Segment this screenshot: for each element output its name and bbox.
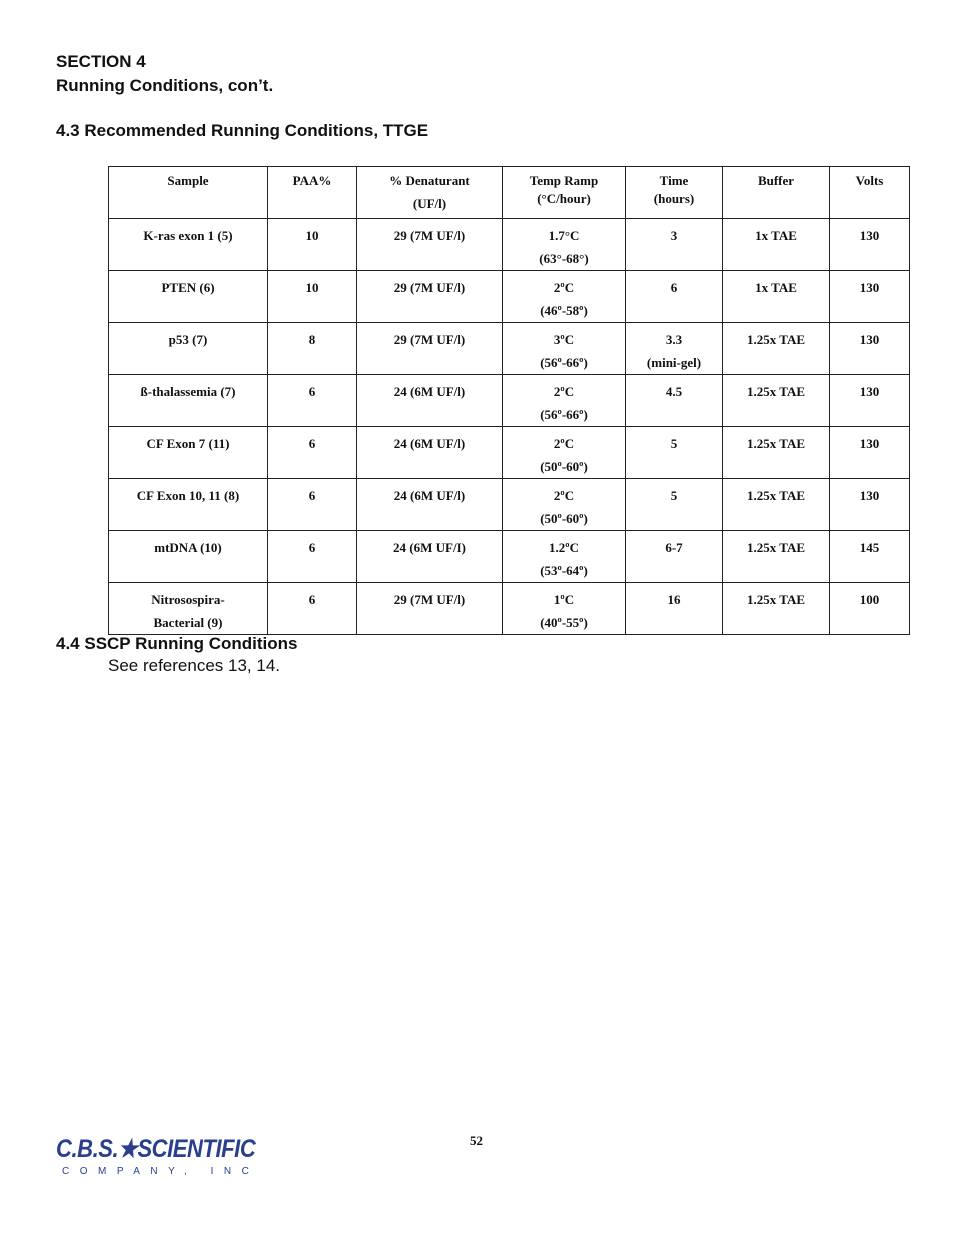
ttge-conditions-table (108, 166, 910, 635)
cell-time: 4.5 (626, 375, 723, 427)
cell-sample: CF Exon 10, 11 (8) (109, 479, 268, 531)
cell-temp: 1.2ºC (53º-64º) (503, 531, 626, 583)
column-header-volts: Volts (830, 167, 910, 219)
cell-sample: CF Exon 7 (11) (109, 427, 268, 479)
cell-buffer: 1.25x TAE (723, 375, 830, 427)
cell-denaturant: 29 (7M UF/l) (357, 323, 503, 375)
cell-buffer: 1.25x TAE (723, 531, 830, 583)
column-header-sample: Sample (109, 167, 268, 219)
cell-paa: 6 (268, 427, 357, 479)
cell-time: 6 (626, 271, 723, 323)
cell-temp: 1.7°C (63°-68°) (503, 219, 626, 271)
cell-denaturant: 24 (6M UF/l) (357, 427, 503, 479)
cell-denaturant: 24 (6M UF/l) (357, 479, 503, 531)
table-row (109, 375, 910, 427)
table-row (109, 271, 910, 323)
cell-temp: 2ºC (46º-58º) (503, 271, 626, 323)
cell-temp: 2ºC (56º-66º) (503, 375, 626, 427)
cell-sample: p53 (7) (109, 323, 268, 375)
cell-paa: 6 (268, 375, 357, 427)
cell-sample: PTEN (6) (109, 271, 268, 323)
cell-buffer: 1.25x TAE (723, 479, 830, 531)
sscp-heading: 4.4 SSCP Running Conditions (56, 634, 298, 653)
cell-volts: 130 (830, 375, 910, 427)
cell-volts: 100 (830, 583, 910, 635)
cell-volts: 130 (830, 323, 910, 375)
cell-paa: 6 (268, 583, 357, 635)
logo-subtitle: COMPANY, INC (62, 1166, 260, 1177)
column-header-buffer: Buffer (723, 167, 830, 219)
cell-volts: 130 (830, 219, 910, 271)
cell-denaturant: 24 (6M UF/l) (357, 375, 503, 427)
table-header-row (109, 167, 910, 219)
cell-paa: 6 (268, 531, 357, 583)
cell-volts: 145 (830, 531, 910, 583)
company-logo (56, 1134, 260, 1182)
cell-sample: Nitrosospira- Bacterial (9) (109, 583, 268, 635)
page-number: 52 (470, 1133, 483, 1148)
cell-volts: 130 (830, 427, 910, 479)
cell-paa: 10 (268, 271, 357, 323)
cell-temp: 2ºC (50º-60º) (503, 479, 626, 531)
table-row (109, 531, 910, 583)
table-row (109, 427, 910, 479)
column-header-paa: PAA% (268, 167, 357, 219)
cell-sample: mtDNA (10) (109, 531, 268, 583)
logo-text-cbs: C.B.S. (56, 1135, 119, 1163)
cell-time: 6-7 (626, 531, 723, 583)
table-row (109, 583, 910, 635)
cell-sample: K-ras exon 1 (5) (109, 219, 268, 271)
logo-text-scientific: SCIENTIFIC (137, 1135, 256, 1163)
cell-time: 3 (626, 219, 723, 271)
cell-temp: 3ºC (56º-66º) (503, 323, 626, 375)
star-icon: ★ (118, 1135, 138, 1163)
sscp-text: See references 13, 14. (108, 656, 281, 675)
cell-temp: 1ºC (40º-55º) (503, 583, 626, 635)
cell-buffer: 1.25x TAE (723, 427, 830, 479)
cell-time: 3.3 (mini-gel) (626, 323, 723, 375)
cell-buffer: 1.25x TAE (723, 323, 830, 375)
cell-temp: 2ºC (50º-60º) (503, 427, 626, 479)
section-subtitle: Running Conditions, con’t. (56, 76, 274, 95)
cell-denaturant: 29 (7M UF/l) (357, 271, 503, 323)
cell-time: 5 (626, 427, 723, 479)
cell-denaturant: 29 (7M UF/l) (357, 219, 503, 271)
cell-paa: 10 (268, 219, 357, 271)
table-row (109, 219, 910, 271)
logo-wordmark (56, 1134, 255, 1164)
cell-volts: 130 (830, 479, 910, 531)
cell-buffer: 1x TAE (723, 219, 830, 271)
cell-denaturant: 24 (6M UF/I) (357, 531, 503, 583)
column-header-denaturant: % Denaturant (UF/l) (357, 167, 503, 219)
ttge-heading: 4.3 Recommended Running Conditions, TTGE (56, 121, 429, 140)
table-body (109, 219, 910, 635)
table-row (109, 479, 910, 531)
section-title: SECTION 4 (56, 52, 146, 71)
table-row (109, 323, 910, 375)
cell-volts: 130 (830, 271, 910, 323)
cell-time: 5 (626, 479, 723, 531)
cell-paa: 8 (268, 323, 357, 375)
column-header-time: Time (hours) (626, 167, 723, 219)
cell-paa: 6 (268, 479, 357, 531)
cell-sample: ß-thalassemia (7) (109, 375, 268, 427)
cell-denaturant: 29 (7M UF/l) (357, 583, 503, 635)
cell-buffer: 1x TAE (723, 271, 830, 323)
column-header-temp-ramp: Temp Ramp (°C/hour) (503, 167, 626, 219)
cell-time: 16 (626, 583, 723, 635)
cell-buffer: 1.25x TAE (723, 583, 830, 635)
